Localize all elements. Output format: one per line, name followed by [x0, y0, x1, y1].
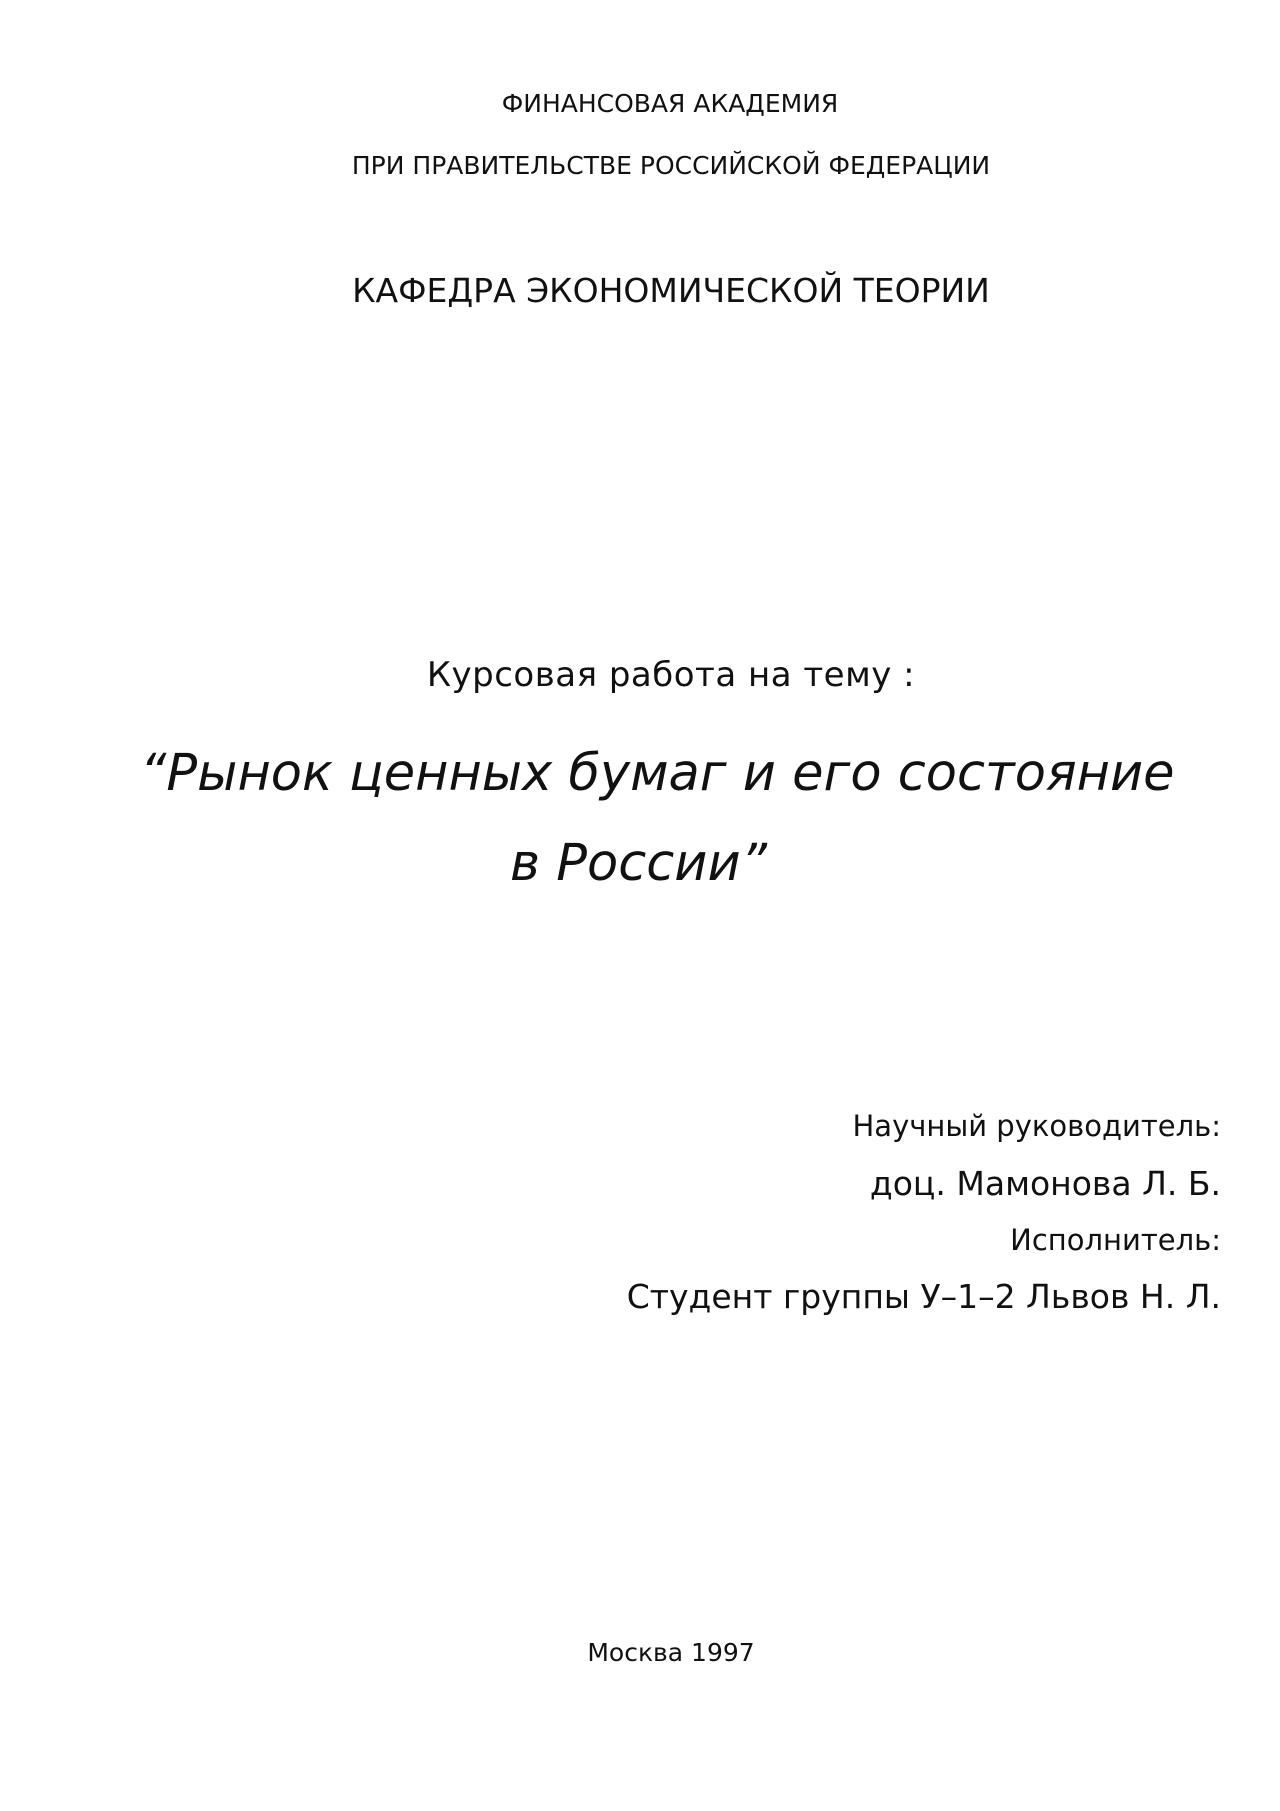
- work-type-label: Курсовая работа на тему :: [426, 655, 916, 695]
- executor-label: Исполнитель:: [1010, 1223, 1221, 1257]
- academy-name: ФИНАНСОВАЯ АКАДЕМИЯ: [501, 89, 839, 118]
- topic-title-line-1: “Рынок ценных бумаг и его состояние: [140, 744, 1175, 803]
- topic-title-line-2: в России”: [510, 834, 768, 893]
- supervisor-label: Научный руководитель:: [852, 1109, 1221, 1143]
- executor-name: Студент группы У–1–2 Львов Н. Л.: [626, 1277, 1221, 1316]
- city-year: Москва 1997: [587, 1638, 755, 1667]
- academy-affiliation: ПРИ ПРАВИТЕЛЬСТВЕ РОССИЙСКОЙ ФЕДЕРАЦИИ: [351, 151, 991, 180]
- supervisor-name: доц. Мамонова Л. Б.: [869, 1164, 1221, 1203]
- department-name: КАФЕДРА ЭКОНОМИЧЕСКОЙ ТЕОРИИ: [352, 271, 990, 310]
